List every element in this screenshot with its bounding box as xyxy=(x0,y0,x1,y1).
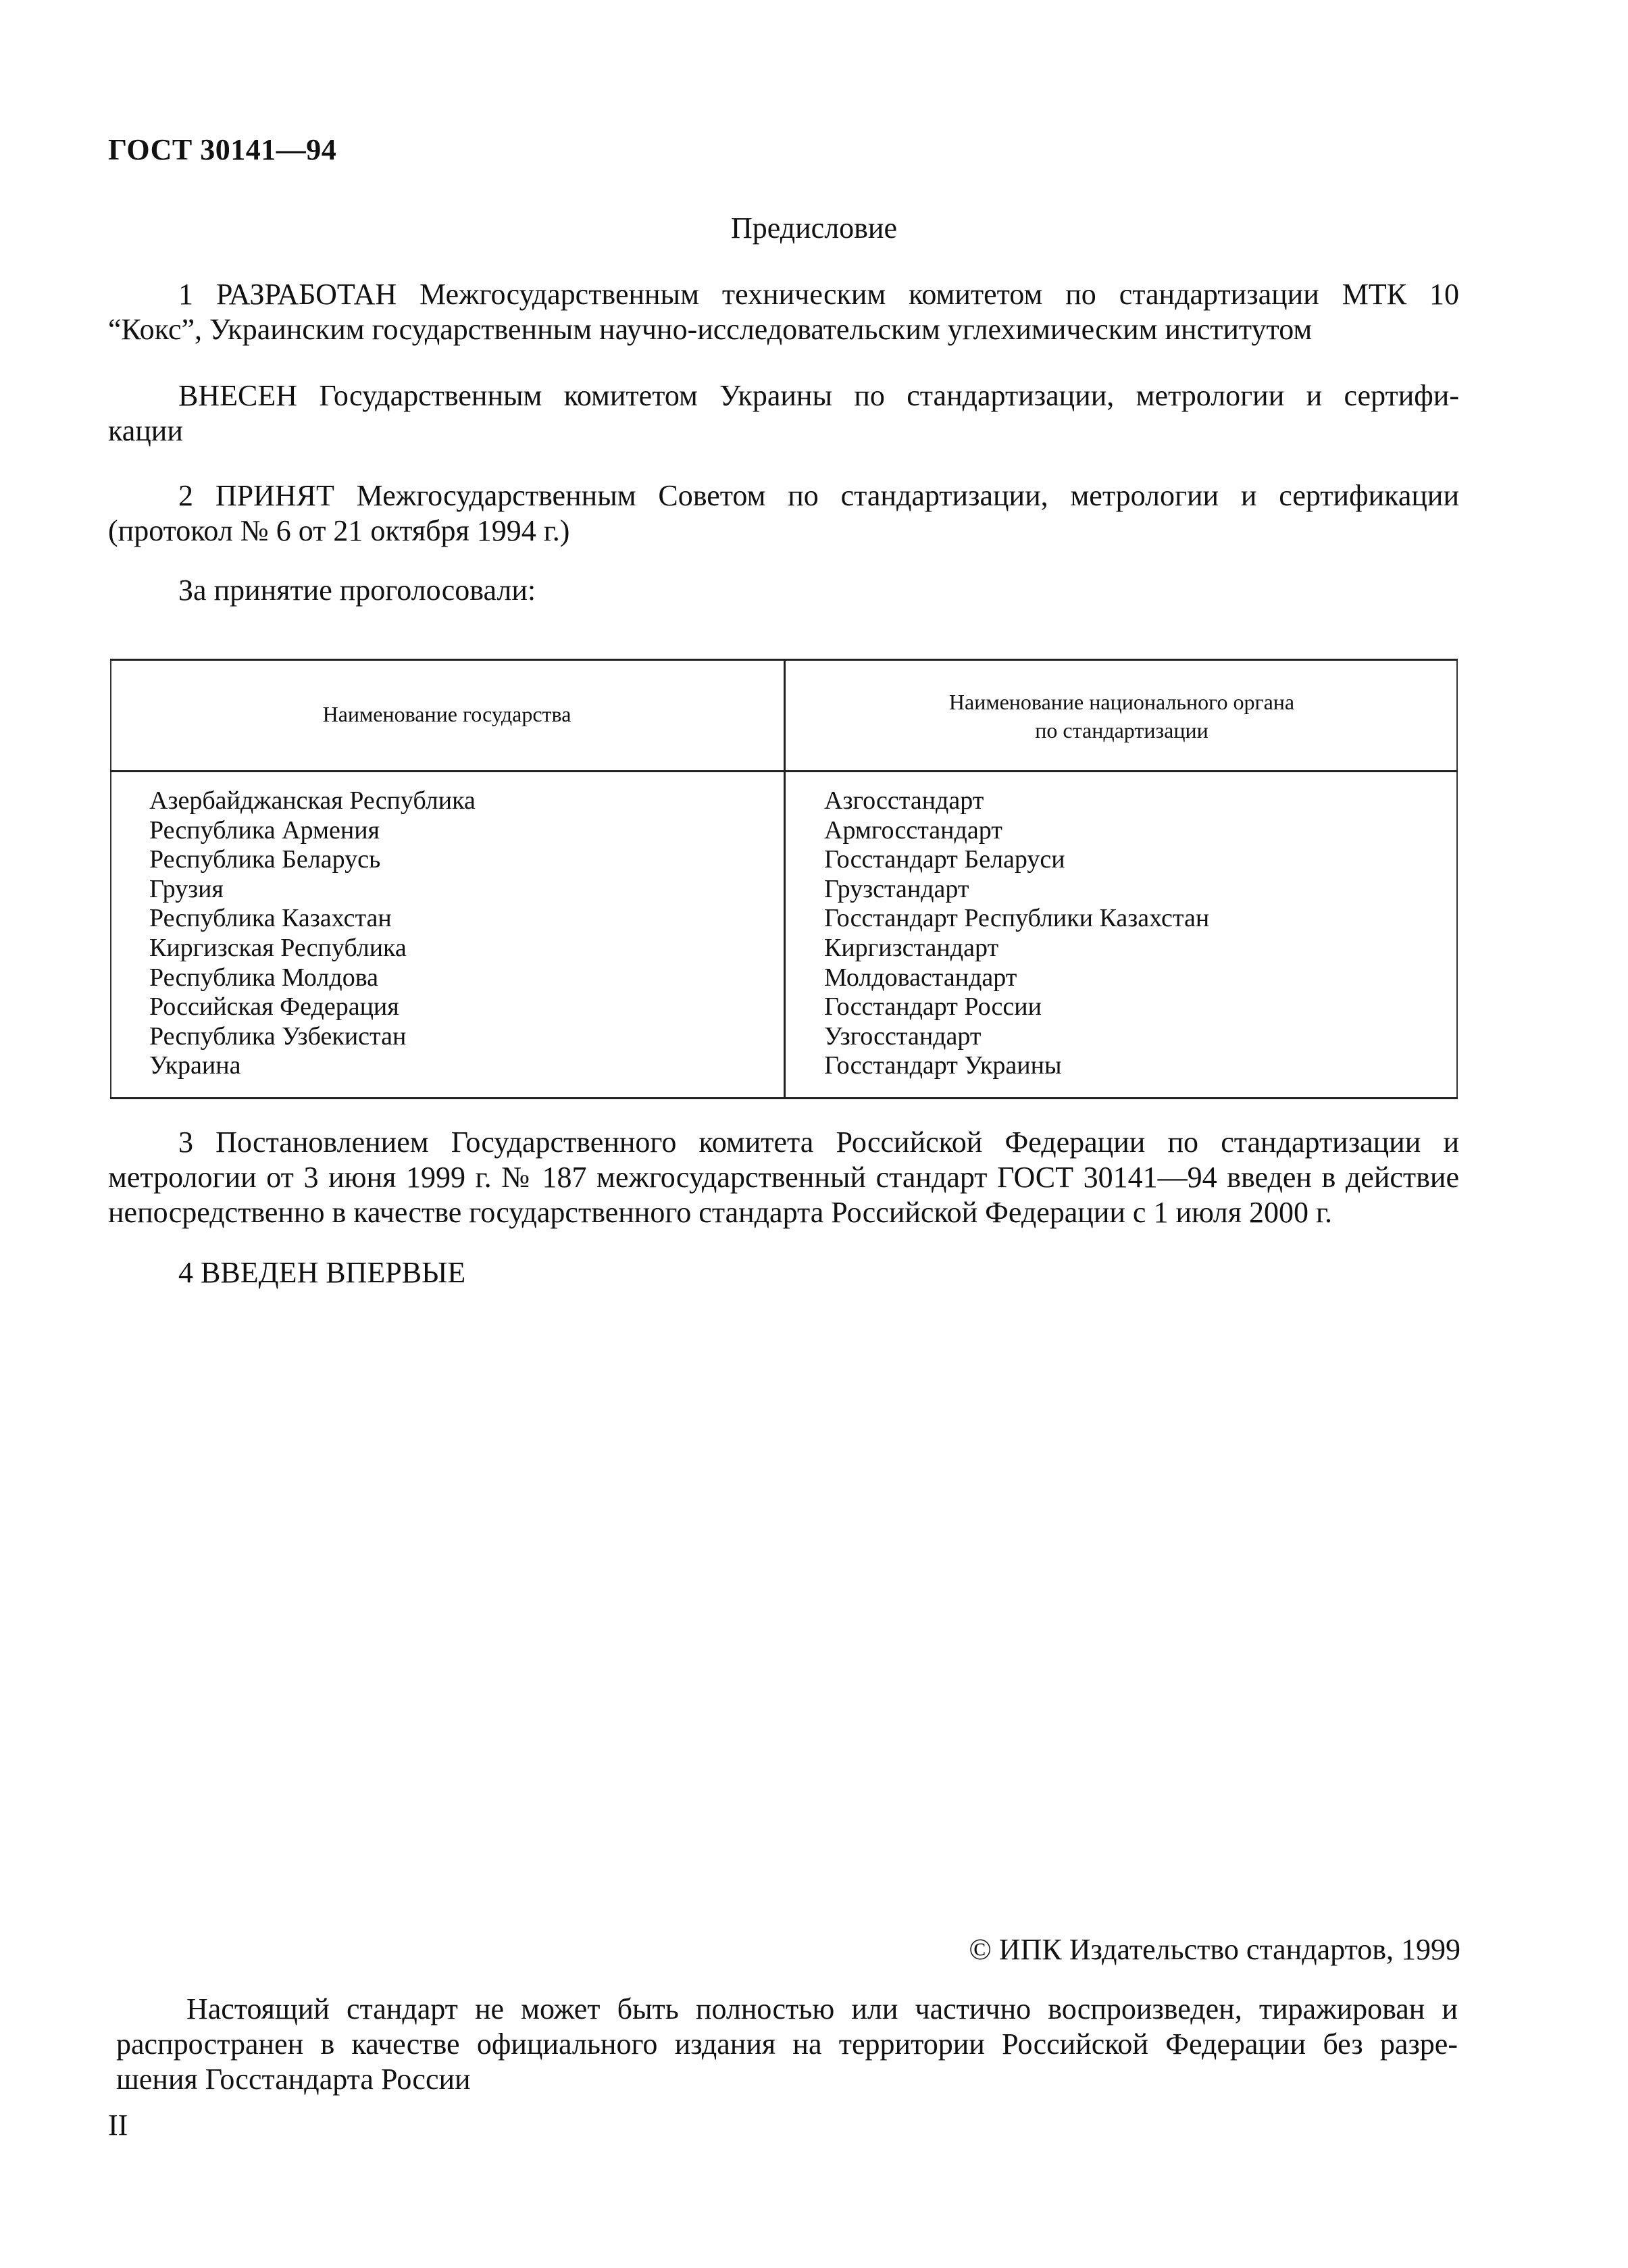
table-cell-state: Грузия xyxy=(149,874,224,903)
paragraph-line: кации xyxy=(108,414,183,447)
reproduction-notice xyxy=(116,1992,1458,2097)
table-cell-org: Грузстандарт xyxy=(824,874,969,903)
paragraph-line: метрологии от 3 июня 1999 г. № 187 межгосударственный стандарт ГОСТ 30141—94 введен в действие xyxy=(108,1161,1459,1194)
table-cell-state: Азербайджанская Республика xyxy=(149,786,476,815)
table-cell-org: Госстандарт Украины xyxy=(824,1051,1062,1080)
paragraph-line: 2 ПРИНЯТ Межгосударственным Советом по стандартизации, метрологии и сертификации xyxy=(178,479,1459,512)
table-cell-org: Госстандарт Беларуси xyxy=(824,845,1065,874)
table-cell-state: Республика Армения xyxy=(149,815,380,845)
paragraph-line: ВНЕСЕН Государственным комитетом Украины по стандартизации, метрологии и сертифи- xyxy=(178,379,1459,412)
paragraph-adopted xyxy=(108,478,1459,549)
page-title: Предисловие xyxy=(731,211,897,245)
copyright-notice: © ИПК Издательство стандартов, 1999 xyxy=(969,1933,1460,1966)
table-cell-state: Республика Беларусь xyxy=(149,845,381,874)
table-cell-state: Республика Узбекистан xyxy=(149,1022,407,1051)
table-cell-state: Республика Казахстан xyxy=(149,904,392,933)
table-cell-org: Госстандарт Республики Казахстан xyxy=(824,904,1210,933)
table-header-state: Наименование государства xyxy=(322,702,571,726)
table-cell-state: Украина xyxy=(149,1051,241,1080)
paragraph-line: Настоящий стандарт не может быть полностью или частично воспроизведен, тиражирован и xyxy=(186,1992,1458,2025)
paragraph-line: 3 Постановлением Государственного комитета Российской Федерации по стандартизации и xyxy=(178,1126,1459,1159)
table-cell-org: Молдовастандарт xyxy=(824,963,1017,992)
table-header-org xyxy=(786,688,1458,745)
org-column xyxy=(824,786,1209,1081)
paragraph-line: распространен в качестве официального издания на территории Российской Федерации без разре- xyxy=(116,2027,1458,2061)
table-cell-org: Госстандарт России xyxy=(824,992,1042,1022)
page-number: II xyxy=(108,2109,128,2142)
paragraph-first-introduced xyxy=(108,1255,1459,1290)
paragraph-line: 1 РАЗРАБОТАН Межгосударственным техническим комитетом по стандартизации МТК 10 xyxy=(178,278,1459,311)
document-code: ГОСТ 30141—94 xyxy=(108,133,337,166)
paragraph-developed xyxy=(108,277,1459,347)
paragraph-line: (протокол № 6 от 21 октября 1994 г.) xyxy=(108,514,570,547)
paragraph-voted xyxy=(108,573,1459,608)
table-header-divider xyxy=(110,770,1458,772)
paragraph-line: шения Госстандарта России xyxy=(116,2063,471,2096)
table-cell-org: Узгосстандарт xyxy=(824,1022,982,1051)
state-column xyxy=(149,786,476,1081)
paragraph-line: 4 ВВЕДЕН ВПЕРВЫЕ xyxy=(178,1256,466,1289)
paragraph-line: непосредственно в качестве государственного стандарта Российской Федерации с 1 июля 2000 г. xyxy=(108,1196,1333,1229)
paragraph-line: За принятие проголосовали: xyxy=(178,574,536,607)
table-header-line: Наименование национального органа xyxy=(948,690,1295,714)
table-header-line: по стандартизации xyxy=(1035,718,1209,742)
table-cell-org: Армгосстандарт xyxy=(824,815,1002,845)
voting-table xyxy=(110,659,1458,1099)
table-cell-state: Российская Федерация xyxy=(149,992,399,1022)
table-cell-org: Киргизстандарт xyxy=(824,933,999,962)
table-cell-state: Республика Молдова xyxy=(149,963,379,992)
table-cell-org: Азгосстандарт xyxy=(824,786,984,815)
paragraph-introduced xyxy=(108,378,1459,449)
paragraph-line: “Кокс”, Украинским государственным научно-исследовательским углехимическим институтом xyxy=(108,313,1313,346)
table-cell-state: Киргизская Республика xyxy=(149,933,407,962)
paragraph-resolution xyxy=(108,1125,1459,1230)
